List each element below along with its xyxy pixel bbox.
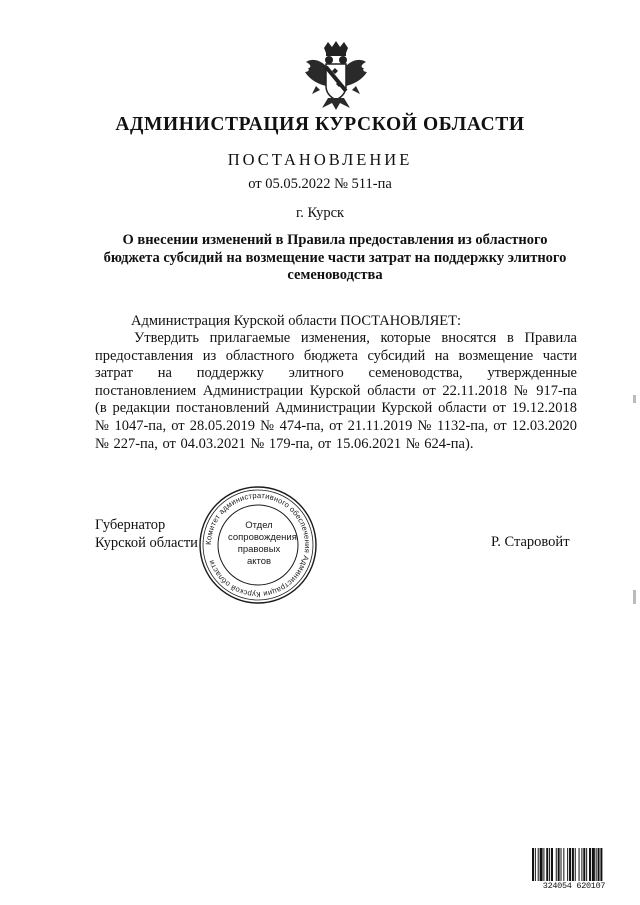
organization-title: АДМИНИСТРАЦИЯ КУРСКОЙ ОБЛАСТИ bbox=[115, 114, 525, 135]
document-date-number: от 05.05.2022 № 511-па bbox=[248, 176, 392, 192]
barcode-bar bbox=[575, 848, 576, 882]
signer-title bbox=[95, 516, 198, 552]
barcode-bar bbox=[538, 848, 539, 882]
stamp-center-text bbox=[228, 520, 297, 568]
barcode-bar bbox=[561, 848, 562, 882]
signer-title-line2: Курской области bbox=[95, 535, 198, 551]
barcode-bar bbox=[535, 848, 536, 882]
barcode-bar bbox=[563, 848, 564, 882]
barcode-bar bbox=[592, 848, 595, 882]
scan-edge-mark bbox=[633, 590, 636, 604]
stamp-line-1: Отдел bbox=[245, 520, 273, 531]
document-city: г. Курск bbox=[295, 205, 345, 221]
barcode-bar bbox=[581, 848, 582, 882]
barcode-bar bbox=[567, 848, 568, 882]
barcode-bar bbox=[558, 848, 560, 882]
barcode-bar bbox=[543, 848, 544, 882]
barcode-bar bbox=[532, 848, 534, 882]
stamp-line-2: сопровождения bbox=[228, 532, 297, 543]
barcode-bars bbox=[531, 848, 617, 882]
barcode-number: 324054 620107 bbox=[531, 881, 617, 891]
stamp-outer-text: Комитет административного обеспечения Администрации Курской области bbox=[203, 490, 313, 600]
barcode-bar bbox=[598, 848, 600, 882]
barcode-bar bbox=[589, 848, 591, 882]
decree-body-text: Утвердить прилагаемые изменения, которые вносятся в Правила предоставления из областного бюджета субсидий на возмещение части затрат на поддержку элитного семеноводства, утвержденные постановлением Администрации Курской области от 22.11.2018 № 917-па (в редакции постановлений Администрации Курской области от 19.12.2018 № 1047-па, от 28.05.2019 № 474-па, от 21.11.2019 № 1132-па, от 12.03.2020 № 227-па, от 04.03.2021 № 179-па, от 15.06.2021 № 624-па). bbox=[95, 330, 577, 452]
barcode-bar bbox=[546, 848, 548, 882]
barcode-bar bbox=[583, 848, 585, 882]
document-barcode bbox=[531, 848, 617, 892]
signer-name: Р. Старовойт bbox=[491, 534, 570, 550]
barcode-bar bbox=[600, 848, 602, 882]
scan-edge-mark bbox=[633, 395, 636, 403]
barcode-bar bbox=[572, 848, 574, 882]
barcode-bar bbox=[569, 848, 571, 882]
stamp-line-4: актов bbox=[246, 556, 272, 567]
barcode-bar bbox=[579, 848, 580, 882]
barcode-bar bbox=[556, 848, 557, 882]
document-type: ПОСТАНОВЛЕНИЕ bbox=[227, 150, 413, 169]
coat-of-arms-icon bbox=[302, 40, 370, 112]
barcode-bar bbox=[540, 848, 543, 882]
barcode-bar bbox=[549, 848, 550, 882]
decree-intro: Администрация Курской области ПОСТАНОВЛЯЕТ: bbox=[131, 313, 462, 329]
document-subject: О внесении изменений в Правила предоставления из областного бюджета субсидий на возмещение части затрат на поддержку элитного семеноводства bbox=[103, 232, 567, 283]
signer-title-line1: Губернатор bbox=[95, 517, 166, 533]
stamp-line-3: правовых bbox=[237, 544, 281, 555]
barcode-bar bbox=[551, 848, 553, 882]
barcode-bar bbox=[586, 848, 587, 882]
barcode-bar bbox=[596, 848, 597, 882]
